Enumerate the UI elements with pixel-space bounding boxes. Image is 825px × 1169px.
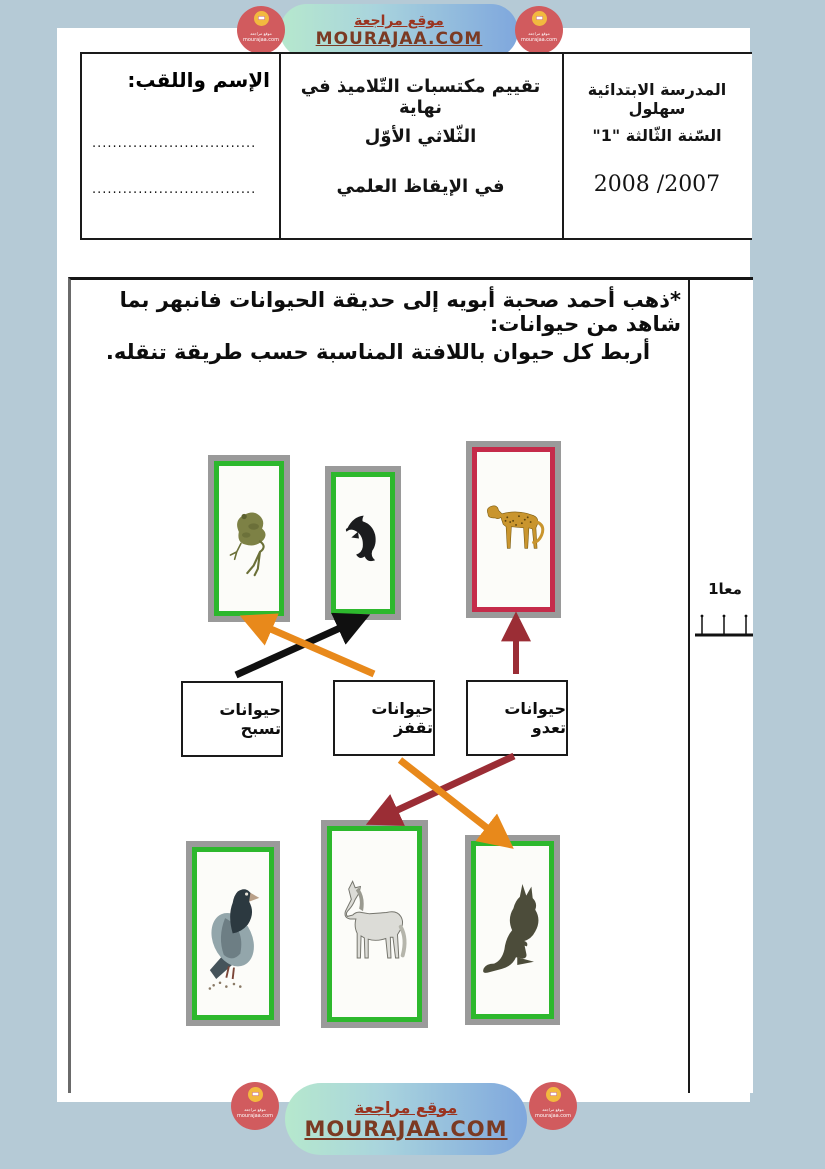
cheetah-image <box>481 458 545 601</box>
side-note-marks <box>693 605 755 639</box>
label-jump[interactable]: حيوانات تقفز <box>333 680 435 756</box>
table-divider <box>279 54 281 238</box>
logo-book-pages <box>258 16 265 20</box>
site-logo-icon <box>237 6 285 54</box>
logo-caption-arabic: موقع مراجعة <box>244 1107 266 1112</box>
exercise-box-divider <box>688 280 690 1093</box>
logo-caption-arabic: موقع مراجعة <box>250 31 272 36</box>
site-logo-icon <box>231 1082 279 1130</box>
logo-book-pages <box>536 16 543 20</box>
pigeon-image <box>201 859 264 1009</box>
logo-caption-domain: mourajaa.com <box>534 1113 571 1119</box>
site-domain-link[interactable]: MOURAJAA.COM <box>304 1116 508 1141</box>
school-name: المدرسة الابتدائية سهلول <box>587 80 727 118</box>
instruction-line1: *ذهب أحمد صحبة أبويه إلى حديقة الحيوانات فانبهر بما شاهد من حيوانات: <box>119 288 681 336</box>
site-name-arabic[interactable]: موقع مراجعة <box>354 1097 458 1117</box>
horse-image <box>337 838 412 1009</box>
cheetah-card[interactable] <box>466 441 561 618</box>
arrow-jump-to-frog <box>250 620 374 674</box>
arrow-swim-to-dolphin <box>236 619 360 675</box>
site-name-arabic[interactable]: موقع مراجعة <box>354 13 444 29</box>
school-year: 2008 /2007 <box>593 172 721 197</box>
site-domain-link[interactable]: MOURAJAA.COM <box>315 29 483 49</box>
name-fill-line[interactable]: ................................ <box>92 136 257 151</box>
frog-image <box>223 472 276 605</box>
kangaroo-image <box>480 853 544 1008</box>
arrow-run-to-horse <box>376 756 514 820</box>
frog-card[interactable] <box>208 455 290 622</box>
logo-book-pages <box>550 1092 557 1096</box>
kangaroo-card[interactable] <box>465 835 560 1025</box>
label-run[interactable]: حيوانات تعدو <box>466 680 568 756</box>
side-note-text: معا1 <box>708 580 742 598</box>
label-swim[interactable]: حيوانات تسبح <box>181 681 283 757</box>
top-site-banner <box>280 4 518 58</box>
logo-caption-domain: mourajaa.com <box>236 1113 273 1119</box>
name-surname-label: الإسم واللقب: <box>127 68 270 92</box>
logo-book-pages <box>252 1092 259 1096</box>
logo-caption-arabic: موقع مراجعة <box>542 1107 564 1112</box>
doc-title-line3: في الإيقاظ العلمي <box>336 176 505 197</box>
instruction-line2: أربط كل حيوان باللافتة المناسبة حسب طريقة تنقله. <box>105 340 651 364</box>
dolphin-card[interactable] <box>325 466 401 620</box>
name-fill-line[interactable]: ................................ <box>92 182 257 197</box>
class-name: السّنة الثّالثة "1" <box>592 126 722 145</box>
header-table <box>80 52 752 240</box>
doc-title-line2: الثّلاثي الأوّل <box>364 126 477 147</box>
logo-caption-arabic: موقع مراجعة <box>528 31 550 36</box>
dolphin-image <box>339 482 387 603</box>
logo-caption-domain: mourajaa.com <box>520 37 557 43</box>
exercise-box <box>68 277 753 1093</box>
bottom-site-banner <box>285 1083 527 1155</box>
horse-card[interactable] <box>321 820 428 1028</box>
logo-caption-domain: mourajaa.com <box>242 37 279 43</box>
pigeon-card[interactable] <box>186 841 280 1026</box>
site-logo-icon <box>529 1082 577 1130</box>
site-logo-icon <box>515 6 563 54</box>
doc-title-line1: تقييم مكتسبات التّلاميذ في نهاية <box>300 76 541 118</box>
